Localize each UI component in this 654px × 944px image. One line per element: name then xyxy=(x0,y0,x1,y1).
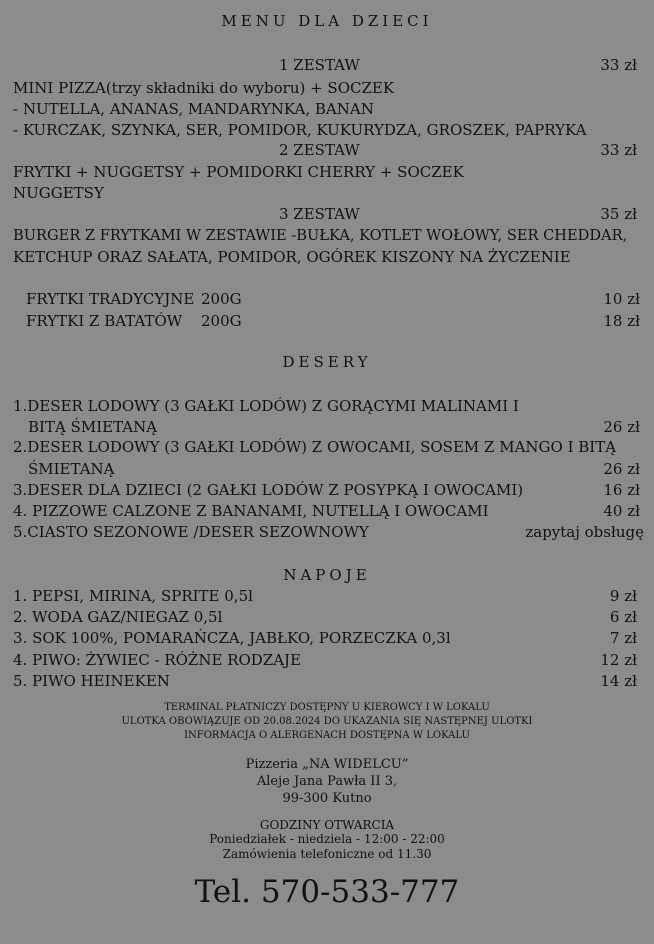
deser-4: 4. PIZZOWE CALZONE Z BANANAMI, NUTELLĄ I OWOCAMI xyxy=(13,502,489,520)
drink-4: 4. PIWO: ŻYWIEC - RÓŻNE RODZAJE xyxy=(13,651,302,669)
deser-2-line2: ŚMIETANĄ xyxy=(28,460,115,478)
address-city: 99-300 Kutno xyxy=(282,791,372,806)
zestaw-3-label: 3 ZESTAW xyxy=(279,205,360,223)
deser-3-price: 16 zł xyxy=(603,481,640,499)
zestaw-3-desc: BURGER Z FRYTKAMI W ZESTAWIE -BUŁKA, KOTLET WOŁOWY, SER CHEDDAR, xyxy=(13,227,628,244)
drink-3: 3. SOK 100%, POMARAŃCZA, JABŁKO, PORZECZKA 0,3l xyxy=(13,629,451,647)
address-street: Aleje Jana Pawła II 3, xyxy=(256,774,398,789)
desery-title: DESERY xyxy=(282,353,372,371)
deser-5-price: zapytaj obsługę xyxy=(525,523,644,541)
pizzeria-name: Pizzeria „NA WIDELCU” xyxy=(245,757,409,772)
drink-5-price: 14 zł xyxy=(600,672,637,690)
zestaw-3-line2: KETCHUP ORAZ SAŁATA, POMIDOR, OGÓREK KISZONY NA ŻYCZENIE xyxy=(13,248,571,266)
hours-phone-orders: Zamówienia telefoniczne od 11.30 xyxy=(222,847,432,861)
fries-batat-weight: 200G xyxy=(201,312,242,330)
deser-1-price: 26 zł xyxy=(603,418,640,436)
hours-days: Poniedziałek - niedziela - 12:00 - 22:00 xyxy=(209,832,445,846)
zestaw-1-line2: - NUTELLA, ANANAS, MANDARYNKA, BANAN xyxy=(13,100,374,118)
phone-number[interactable]: Tel. 570-533-777 xyxy=(194,874,460,910)
deser-2-price: 26 zł xyxy=(603,460,640,478)
deser-4-price: 40 zł xyxy=(603,502,640,520)
drink-4-price: 12 zł xyxy=(600,651,637,669)
zestaw-3-price: 35 zł xyxy=(600,205,637,223)
deser-3: 3.DESER DLA DZIECI (2 GAŁKI LODÓW Z POSYPKĄ I OWOCAMI) xyxy=(13,481,524,499)
fries-batat-price: 18 zł xyxy=(603,312,640,330)
drink-3-price: 7 zł xyxy=(609,629,637,647)
zestaw-1-line3: - KURCZAK, SZYNKA, SER, POMIDOR, KUKURYDZA, GROSZEK, PAPRYKA xyxy=(13,121,587,139)
zestaw-1-price: 33 zł xyxy=(600,56,637,74)
zestaw-1-desc: MINI PIZZA(trzy składniki do wyboru) + SOCZEK xyxy=(13,79,395,97)
zestaw-2-label: 2 ZESTAW xyxy=(279,141,360,159)
napoje-title: NAPOJE xyxy=(283,566,371,584)
drink-5: 5. PIWO HEINEKEN xyxy=(13,672,170,690)
fries-traditional-price: 10 zł xyxy=(603,290,640,308)
drink-1: 1. PEPSI, MIRINA, SPRITE 0,5l xyxy=(13,587,253,605)
info-allergens: INFORMACJA O ALERGENACH DOSTĘPNA W LOKALU xyxy=(184,730,470,741)
deser-1-line1: 1.DESER LODOWY (3 GAŁKI LODÓW) Z GORĄCYMI MALINAMI I xyxy=(13,397,519,415)
zestaw-2-price: 33 zł xyxy=(600,141,637,159)
hours-title: GODZINY OTWARCIA xyxy=(259,818,395,832)
deser-5: 5.CIASTO SEZONOWE /DESER SEZOWNOWY xyxy=(13,523,369,541)
info-terminal: TERMINAL PŁATNICZY DOSTĘPNY U KIEROWCY I W LOKALU xyxy=(164,702,490,713)
fries-batat-name: FRYTKI Z BATATÓW xyxy=(26,312,183,330)
menu-title: MENU DLA DZIECI xyxy=(221,12,433,30)
fries-traditional-weight: 200G xyxy=(201,290,242,308)
zestaw-1-label: 1 ZESTAW xyxy=(279,56,360,74)
zestaw-2-line2: NUGGETSY xyxy=(13,184,104,202)
zestaw-2-desc: FRYTKI + NUGGETSY + POMIDORKI CHERRY + SOCZEK xyxy=(13,163,464,181)
drink-2-price: 6 zł xyxy=(609,608,637,626)
info-validity: ULOTKA OBOWIĄZUJE OD 20.08.2024 DO UKAZANIA SIĘ NASTĘPNEJ ULOTKI xyxy=(121,716,533,727)
drink-1-price: 9 zł xyxy=(609,587,637,605)
deser-2-line1: 2.DESER LODOWY (3 GAŁKI LODÓW) Z OWOCAMI, SOSEM Z MANGO I BITĄ xyxy=(13,438,617,456)
drink-2: 2. WODA GAZ/NIEGAZ 0,5l xyxy=(13,608,223,626)
fries-traditional-name: FRYTKI TRADYCYJNE xyxy=(26,290,195,308)
deser-1-line2: BITĄ ŚMIETANĄ xyxy=(28,418,158,436)
